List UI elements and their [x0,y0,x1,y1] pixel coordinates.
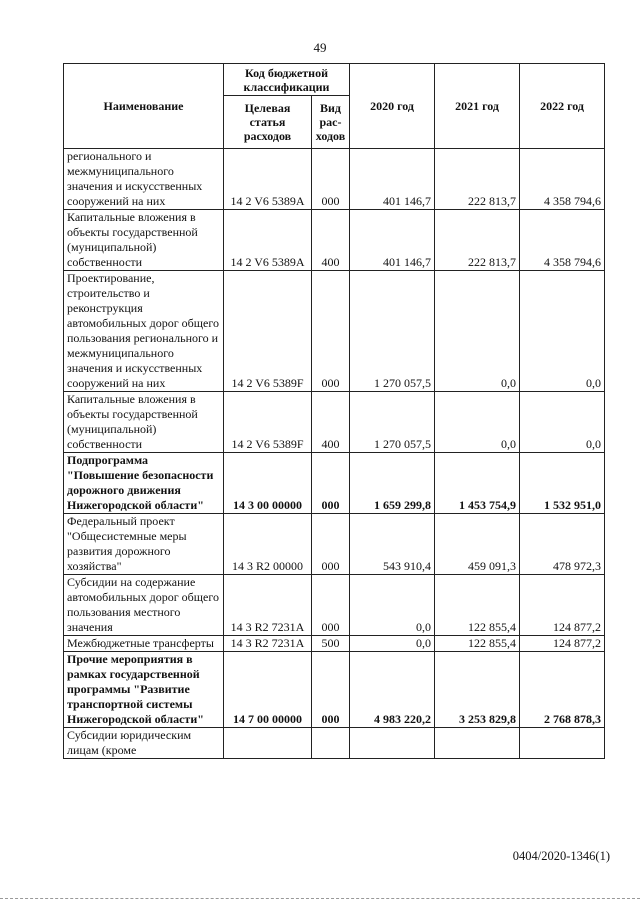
row-expense-type: 400 [312,210,350,271]
row-name: Прочие мероприятия в рамках государственной программы "Развитие транспортной системы Нижегородской области" [64,652,224,728]
document-code: 0404/2020-1346(1) [512,849,610,863]
row-value-2020: 4 983 220,2 [350,652,435,728]
row-name: регионального и межмуниципального значения и искусственных сооружений на них [64,149,224,210]
table-row [64,514,605,575]
table-row [64,575,605,636]
row-value-2020: 0,0 [350,636,435,652]
scan-edge-line [0,898,640,900]
row-expense-type: 000 [312,652,350,728]
row-value-2022: 1 532 951,0 [520,453,605,514]
header-2020: 2020 год [350,64,435,149]
row-value-2021: 222 813,7 [435,210,520,271]
row-target-code: 14 3 R2 7231A [224,575,312,636]
row-value-2021: 122 855,4 [435,575,520,636]
row-expense-type: 400 [312,392,350,453]
row-expense-type: 000 [312,453,350,514]
row-value-2022: 2 768 878,3 [520,652,605,728]
header-budget-code: Код бюджетной классификации [224,64,350,96]
row-target-code [224,728,312,759]
header-expense-type: Вид рас-ходов [312,96,350,149]
row-value-2021: 122 855,4 [435,636,520,652]
row-name: Межбюджетные трансферты [64,636,224,652]
row-target-code: 14 2 V6 5389F [224,392,312,453]
row-target-code: 14 7 00 00000 [224,652,312,728]
budget-table [63,63,605,759]
row-value-2020: 0,0 [350,575,435,636]
row-value-2022: 0,0 [520,392,605,453]
row-name: Капитальные вложения в объекты государственной (муниципальной) собственности [64,210,224,271]
row-name: Проектирование, строительство и реконструкция автомобильных дорог общего пользования регионального и межмуниципального значения и искусственных сооружений на них [64,271,224,392]
row-value-2022 [520,728,605,759]
row-expense-type: 500 [312,636,350,652]
table-row [64,392,605,453]
row-value-2022: 4 358 794,6 [520,210,605,271]
row-value-2020: 1 270 057,5 [350,392,435,453]
table-row [64,210,605,271]
row-target-code: 14 2 V6 5389F [224,271,312,392]
row-value-2021: 459 091,3 [435,514,520,575]
header-2022: 2022 год [520,64,605,149]
row-value-2021: 222 813,7 [435,149,520,210]
row-name: Федеральный проект "Общесистемные меры развития дорожного хозяйства" [64,514,224,575]
row-expense-type: 000 [312,575,350,636]
row-target-code: 14 2 V6 5389A [224,149,312,210]
row-name: Субсидии юридическим лицам (кроме [64,728,224,759]
row-name: Подпрограмма "Повышение безопасности дорожного движения Нижегородской области" [64,453,224,514]
row-target-code: 14 3 00 00000 [224,453,312,514]
row-target-code: 14 2 V6 5389A [224,210,312,271]
row-target-code: 14 3 R2 00000 [224,514,312,575]
table-row [64,728,605,759]
row-name: Субсидии на содержание автомобильных дорог общего пользования местного значения [64,575,224,636]
row-value-2020: 401 146,7 [350,149,435,210]
page-number: 49 [313,40,327,55]
header-2021: 2021 год [435,64,520,149]
row-value-2021: 0,0 [435,271,520,392]
table-row [64,453,605,514]
header-name: Наименование [64,64,224,149]
row-expense-type [312,728,350,759]
row-expense-type: 000 [312,514,350,575]
row-value-2022: 4 358 794,6 [520,149,605,210]
header-target-article: Целевая статья расходов [224,96,312,149]
table-row [64,271,605,392]
row-value-2022: 0,0 [520,271,605,392]
row-name: Капитальные вложения в объекты государственной (муниципальной) собственности [64,392,224,453]
table-row [64,636,605,652]
row-value-2022: 124 877,2 [520,575,605,636]
row-value-2020 [350,728,435,759]
row-value-2021: 1 453 754,9 [435,453,520,514]
row-value-2022: 478 972,3 [520,514,605,575]
row-expense-type: 000 [312,271,350,392]
row-value-2020: 543 910,4 [350,514,435,575]
row-value-2020: 401 146,7 [350,210,435,271]
table-row [64,149,605,210]
row-value-2021 [435,728,520,759]
table-row [64,652,605,728]
row-target-code: 14 3 R2 7231A [224,636,312,652]
row-value-2020: 1 270 057,5 [350,271,435,392]
row-value-2021: 0,0 [435,392,520,453]
row-expense-type: 000 [312,149,350,210]
row-value-2022: 124 877,2 [520,636,605,652]
row-value-2021: 3 253 829,8 [435,652,520,728]
row-value-2020: 1 659 299,8 [350,453,435,514]
